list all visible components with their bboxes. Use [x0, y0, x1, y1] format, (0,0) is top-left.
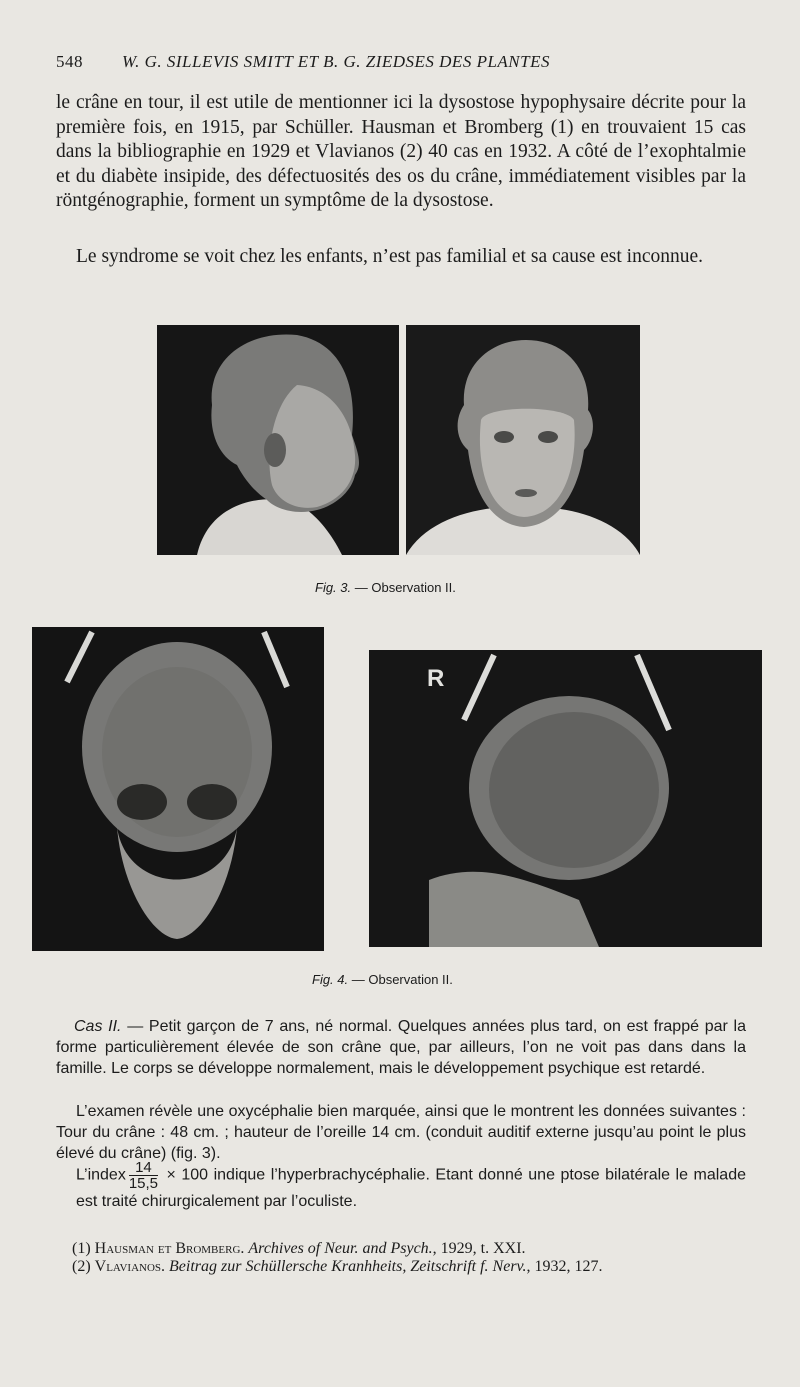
footnote-1-author: Hausman et Bromberg. [94, 1240, 245, 1257]
case-paragraph-2: L’examen révèle une oxycéphalie bien marquée, ainsi que le montrent les données suivantes : Tour du crâne : 48 cm. ; hauteur de l’oreille 14 cm. (conduit auditif externe jusqu’au point le plus élevé du crâne) (fig. 3). [56, 1103, 746, 1162]
fig4-lateral-xray [369, 650, 762, 947]
footnote-1-number: (1) [72, 1240, 91, 1257]
fig4-caption [312, 972, 453, 987]
footnote-1-rest: , 1929, t. XXI. [432, 1240, 526, 1257]
fig4-label: Fig. 4. [312, 972, 349, 987]
footnote-2 [72, 1257, 752, 1276]
fig3-caption [315, 580, 456, 595]
fig4-caption-text: — Observation II. [348, 972, 453, 987]
footnote-2-number: (2) [72, 1258, 91, 1275]
fig3-label: Fig. 3. [315, 580, 352, 595]
index-numerator: 14 [129, 1160, 158, 1176]
page-number: 548 [56, 52, 83, 71]
case-label: Cas II. [74, 1018, 122, 1035]
index-fraction [129, 1160, 158, 1191]
running-head-authors: W. G. SILLEVIS SMITT ET B. G. ZIEDSES DES PLANTES [122, 52, 550, 71]
footnote-1 [72, 1239, 752, 1258]
fig3-frontal-photo [406, 325, 640, 555]
case-paragraph-1 [56, 1016, 746, 1079]
fig3-caption-text: — Observation II. [351, 580, 456, 595]
index-denominator: 15,5 [128, 1175, 159, 1192]
footnote-2-author: Vlavianos. [94, 1258, 166, 1275]
case-paragraph-3 [76, 1160, 746, 1212]
footnote-2-rest: , 1932, 127. [526, 1258, 603, 1275]
case-text-3: × 100 indique l’hyperbrachycéphalie. Etant donné une ptose bilatérale le malade est traité chirurgicalement par l’oculiste. [76, 1166, 746, 1210]
footnote-2-source: Beitrag zur Schüllersche Kranhheits, Zeitschrift f. Nerv. [169, 1258, 527, 1275]
xray-side-marker: R [427, 665, 445, 692]
fig4-frontal-xray [32, 627, 324, 951]
index-prefix: L’index [76, 1166, 126, 1184]
paragraph-2: Le syndrome se voit chez les enfants, n’est pas familial et sa cause est inconnue. [76, 246, 704, 267]
case-text-1: — Petit garçon de 7 ans, né normal. Quelques années plus tard, on est frappé par la forme particulièrement élevée de son crâne que, par ailleurs, l’on ne voit pas dans dans la famille. Le corps se développe normalement, mais le développement psychique est retardé. [56, 1018, 747, 1077]
fig3-profile-photo [157, 325, 399, 555]
paragraph-1: le crâne en tour, il est utile de mentionner ici la dysostose hypophysaire décrite pour la première fois, en 1915, par Schüller. Hausman et Bromberg (1) en trouvaient 15 cas dans la bibliographie en 1929 et Vlavianos (2) 40 cas en 1932. A côté de l’exophtalmie et du diabète insipide, des défectuosités des os du crâne, immédiatement visibles par la röntgénographie, forment un symptôme de la dysostose. [56, 92, 746, 211]
footnote-1-source: Archives of Neur. and Psych. [248, 1240, 433, 1257]
